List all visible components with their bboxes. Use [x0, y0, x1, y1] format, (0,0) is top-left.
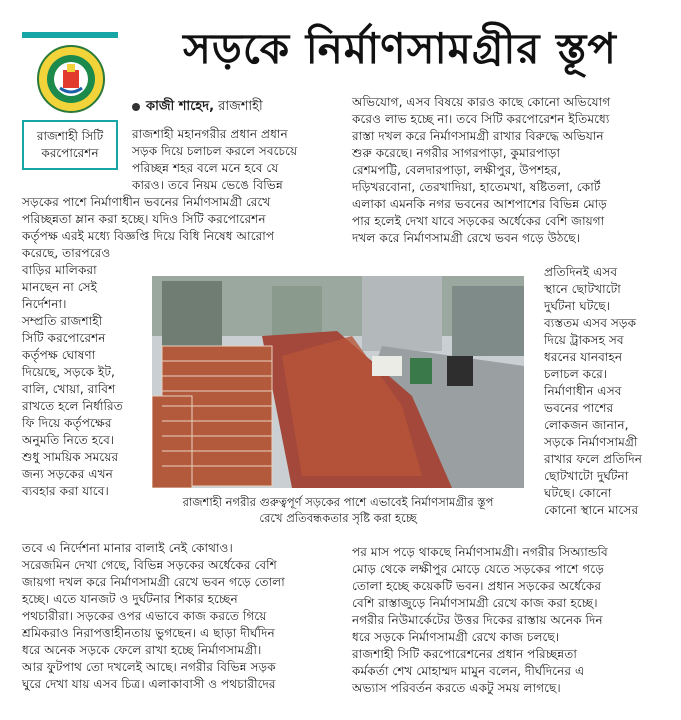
text-line: ভবনের পাশের: [544, 401, 614, 415]
text-line: নির্দেশনা।: [22, 297, 67, 311]
text-line: সড়কের পাশে নির্মাণাধীন ভবনের নির্মাণসামগ্রী রেখে: [22, 195, 271, 209]
body-block-d: [22, 540, 285, 693]
body-block-e: [352, 94, 610, 247]
text-line: ধরে সড়কে নির্মাণসামগ্রী রেখে কাজ চলছে।: [352, 630, 560, 644]
caption-line1: রাজশাহী নগরীর গুরুত্বপূর্ণ সড়কের পাশে এভাবেই নির্মাণসামগ্রীর স্তূপ: [182, 495, 494, 509]
text-line: সরেজমিন দেখা গেছে, বিভিন্ন সড়কের অর্ধেকের বেশি: [22, 558, 277, 572]
text-line: প্রতিদিনই এসব: [544, 265, 618, 279]
text-line: করেছে, তারপরেও: [22, 246, 111, 260]
text-line: তোলা হচ্ছে কয়েকটি ভবন। প্রধান সড়কের অর্ধেকের: [352, 579, 602, 593]
photo-caption: [152, 494, 524, 526]
caption-line2: রেখে প্রতিবন্ধকতার সৃষ্টি করা হচ্ছে: [259, 511, 417, 525]
text-line: ব্যস্ততম এসব সড়ক: [544, 316, 637, 330]
text-line: কর্তৃপক্ষ এরই মধ্যে বিজ্ঞপ্তি দিয়ে বিধি নিষেধ আরোপ: [22, 229, 275, 243]
text-line: করেও লাভ হচ্ছে না। তবে সিটি করপোরেশন ইতিমধ্যে: [352, 112, 610, 126]
text-line: কর্মকর্তা শেখ মোহাম্মদ মামুন বলেন, দীর্ঘদিনের এ: [352, 664, 585, 678]
city-corporation-logo: [36, 44, 106, 114]
text-line: রেশমপট্টি, বেলদারপাড়া, লক্ষীপুর, উপশহর,: [352, 163, 562, 177]
text-line: অভ্যাস পরিবর্তন করতে একটু সময় লাগছে।: [352, 681, 561, 695]
text-line: রাজশাহী সিটি করপোরেশনের প্রধান পরিচ্ছন্নতা: [352, 647, 577, 661]
text-line: তবে এ নির্দেশনা মানার বালাই নেই কোথাও।: [22, 541, 233, 555]
text-line: বাড়ির মালিকরা: [22, 263, 97, 277]
text-line: নগরীর নিউমার্কেটের উত্তর দিকের রাস্তায় অনেক দিন: [352, 613, 603, 627]
article-headline: সড়কে নির্মাণসামগ্রীর স্তূপ: [183, 24, 617, 73]
text-line: ধরে অনেক সড়কে ফেলে রাখা হচ্ছে নির্মাণসামগ্রী।: [22, 643, 262, 657]
text-line: বালি, খোয়া, রাবিশ: [22, 382, 116, 396]
body-block-c: [22, 245, 123, 500]
text-line: এলাকা এমনকি নগর ভবনের আশপাশের বিভিন্ন মোড়: [352, 197, 608, 211]
text-line: কোনো স্থানে মাসের: [544, 503, 639, 517]
news-photo: [152, 276, 524, 488]
text-line: রাখার ফলে প্রতিদিন: [544, 452, 643, 466]
text-line: কর্তৃপক্ষ ঘোষণা: [22, 348, 96, 362]
bullet-icon: [132, 103, 140, 111]
body-block-f: [544, 264, 642, 519]
byline: [132, 98, 263, 116]
text-line: ঘটছে। কোনো: [544, 486, 612, 500]
text-line: পরিচ্ছন্ন শহর বলে মনে হবে যে: [132, 161, 279, 175]
text-line: ফি দিয়ে কর্তৃপক্ষের: [22, 416, 112, 430]
section-tag-line1: রাজশাহী সিটি: [36, 129, 104, 143]
text-line: লোকজন জানান,: [544, 418, 629, 432]
text-line: রাজশাহী মহানগরীর প্রধান প্রধান: [132, 127, 288, 141]
text-line: রাখতে হলে নির্ধারিত: [22, 399, 123, 413]
text-line: দুর্ঘটনা ঘটছে।: [544, 299, 611, 313]
text-line: সিটি করপোরেশন: [22, 331, 106, 345]
text-line: ধরনের যানবাহন: [544, 350, 623, 364]
author-name: কাজী শাহেদ,: [146, 99, 215, 114]
text-line: দিয়ে ট্রাকসহ সব: [544, 333, 624, 347]
text-line: শুরু করেছে। নগরীর সাগরপাড়া, কুমারপাড়া: [352, 146, 561, 160]
text-line: পরিচ্ছন্নতা ম্লান করা হচ্ছে। যদিও সিটি করপোরেশন: [22, 212, 266, 226]
text-line: পার হলেই দেখা যাবে সড়কের অর্ধেকের বেশি জায়গা: [352, 214, 605, 228]
text-line: অনুমতি নিতে হবে।: [22, 433, 115, 447]
text-line: পথচারীরা। সড়কের ওপর এভাবে কাজ করতে গিয়ে: [22, 609, 267, 623]
body-block-g: [352, 544, 608, 697]
text-line: মানছেন না সেই: [22, 280, 98, 294]
text-line: অভিযোগ, এসব বিষয়ে কারও কাছে কোনো অভিযোগ: [352, 95, 611, 109]
text-line: শ্রমিকরাও নিরাপত্তাহীনতায় ভুগছেন। এ ছাড়া দীর্ঘদিন: [22, 626, 275, 640]
text-line: মোড় থেকে লক্ষীপুর মোড়ে যেতে সড়কের পাশে গড়ে: [352, 562, 604, 576]
text-line: দড়িখরবোনা, তেরখাদিয়া, হাতেমখা, ষষ্টিতলা, কোর্ট: [352, 180, 601, 194]
text-line: হচ্ছে। এতে যানজট ও দুর্ঘটনার শিকার হচ্ছেন: [22, 592, 238, 606]
text-line: দিয়েছে, সড়কে ইট,: [22, 365, 115, 379]
text-line: জায়গা দখল করে নির্মাণসামগ্রী রেখে ভবন গড়ে তোলা: [22, 575, 285, 589]
text-line: জন্য সড়কের এখন: [22, 467, 113, 481]
byline-place: রাজশাহী: [218, 99, 263, 114]
text-line: নির্মাণাধীন এসব: [544, 384, 622, 398]
text-line: রাস্তা দখল করে নির্মাণসামগ্রী রাখার বিরুদ্ধে অভিযান: [352, 129, 604, 143]
text-line: শুধু সাময়িক সময়ের: [22, 450, 119, 464]
text-line: ঘুরে দেখা যায় এসব চিত্র। এলাকাবাসী ও পথচারীদের: [22, 677, 276, 691]
text-line: আর ফুটপাথ তো দখলেই আছে। নগরীর বিভিন্ন সড়ক: [22, 660, 276, 674]
text-line: সম্প্রতি রাজশাহী: [22, 314, 103, 328]
text-line: ছোটখাটো দুর্ঘটনা: [544, 469, 629, 483]
section-tag: [22, 120, 118, 170]
text-line: পর মাস পড়ে থাকছে নির্মাণসামগ্রী। নগরীর সিঅ্যান্ডবি: [352, 545, 608, 559]
section-tag-line2: করপোরেশন: [41, 146, 99, 160]
text-line: চলাচল করে।: [544, 367, 608, 381]
accent-bar: [22, 32, 118, 38]
text-line: কারও। তবে নিয়ম ভেঙে বিভিন্ন: [132, 178, 283, 192]
body-block-b: [22, 194, 274, 245]
text-line: দখল করে নির্মাণসামগ্রী রেখে ভবন গড়ে উঠছে।: [352, 231, 581, 245]
text-line: সড়কে নির্মাণসামগ্রী: [544, 435, 638, 449]
body-block-a: [132, 126, 297, 194]
text-line: ব্যবহার করা যাবে।: [22, 484, 109, 498]
text-line: স্থানে ছোটখাটো: [544, 282, 621, 296]
text-line: বেশি রাস্তাজুড়ে নির্মাণসামগ্রী রেখে কাজ করা হচ্ছে।: [352, 596, 598, 610]
text-line: সড়ক দিয়ে চলাচল করলে সবচেয়ে: [132, 144, 298, 158]
